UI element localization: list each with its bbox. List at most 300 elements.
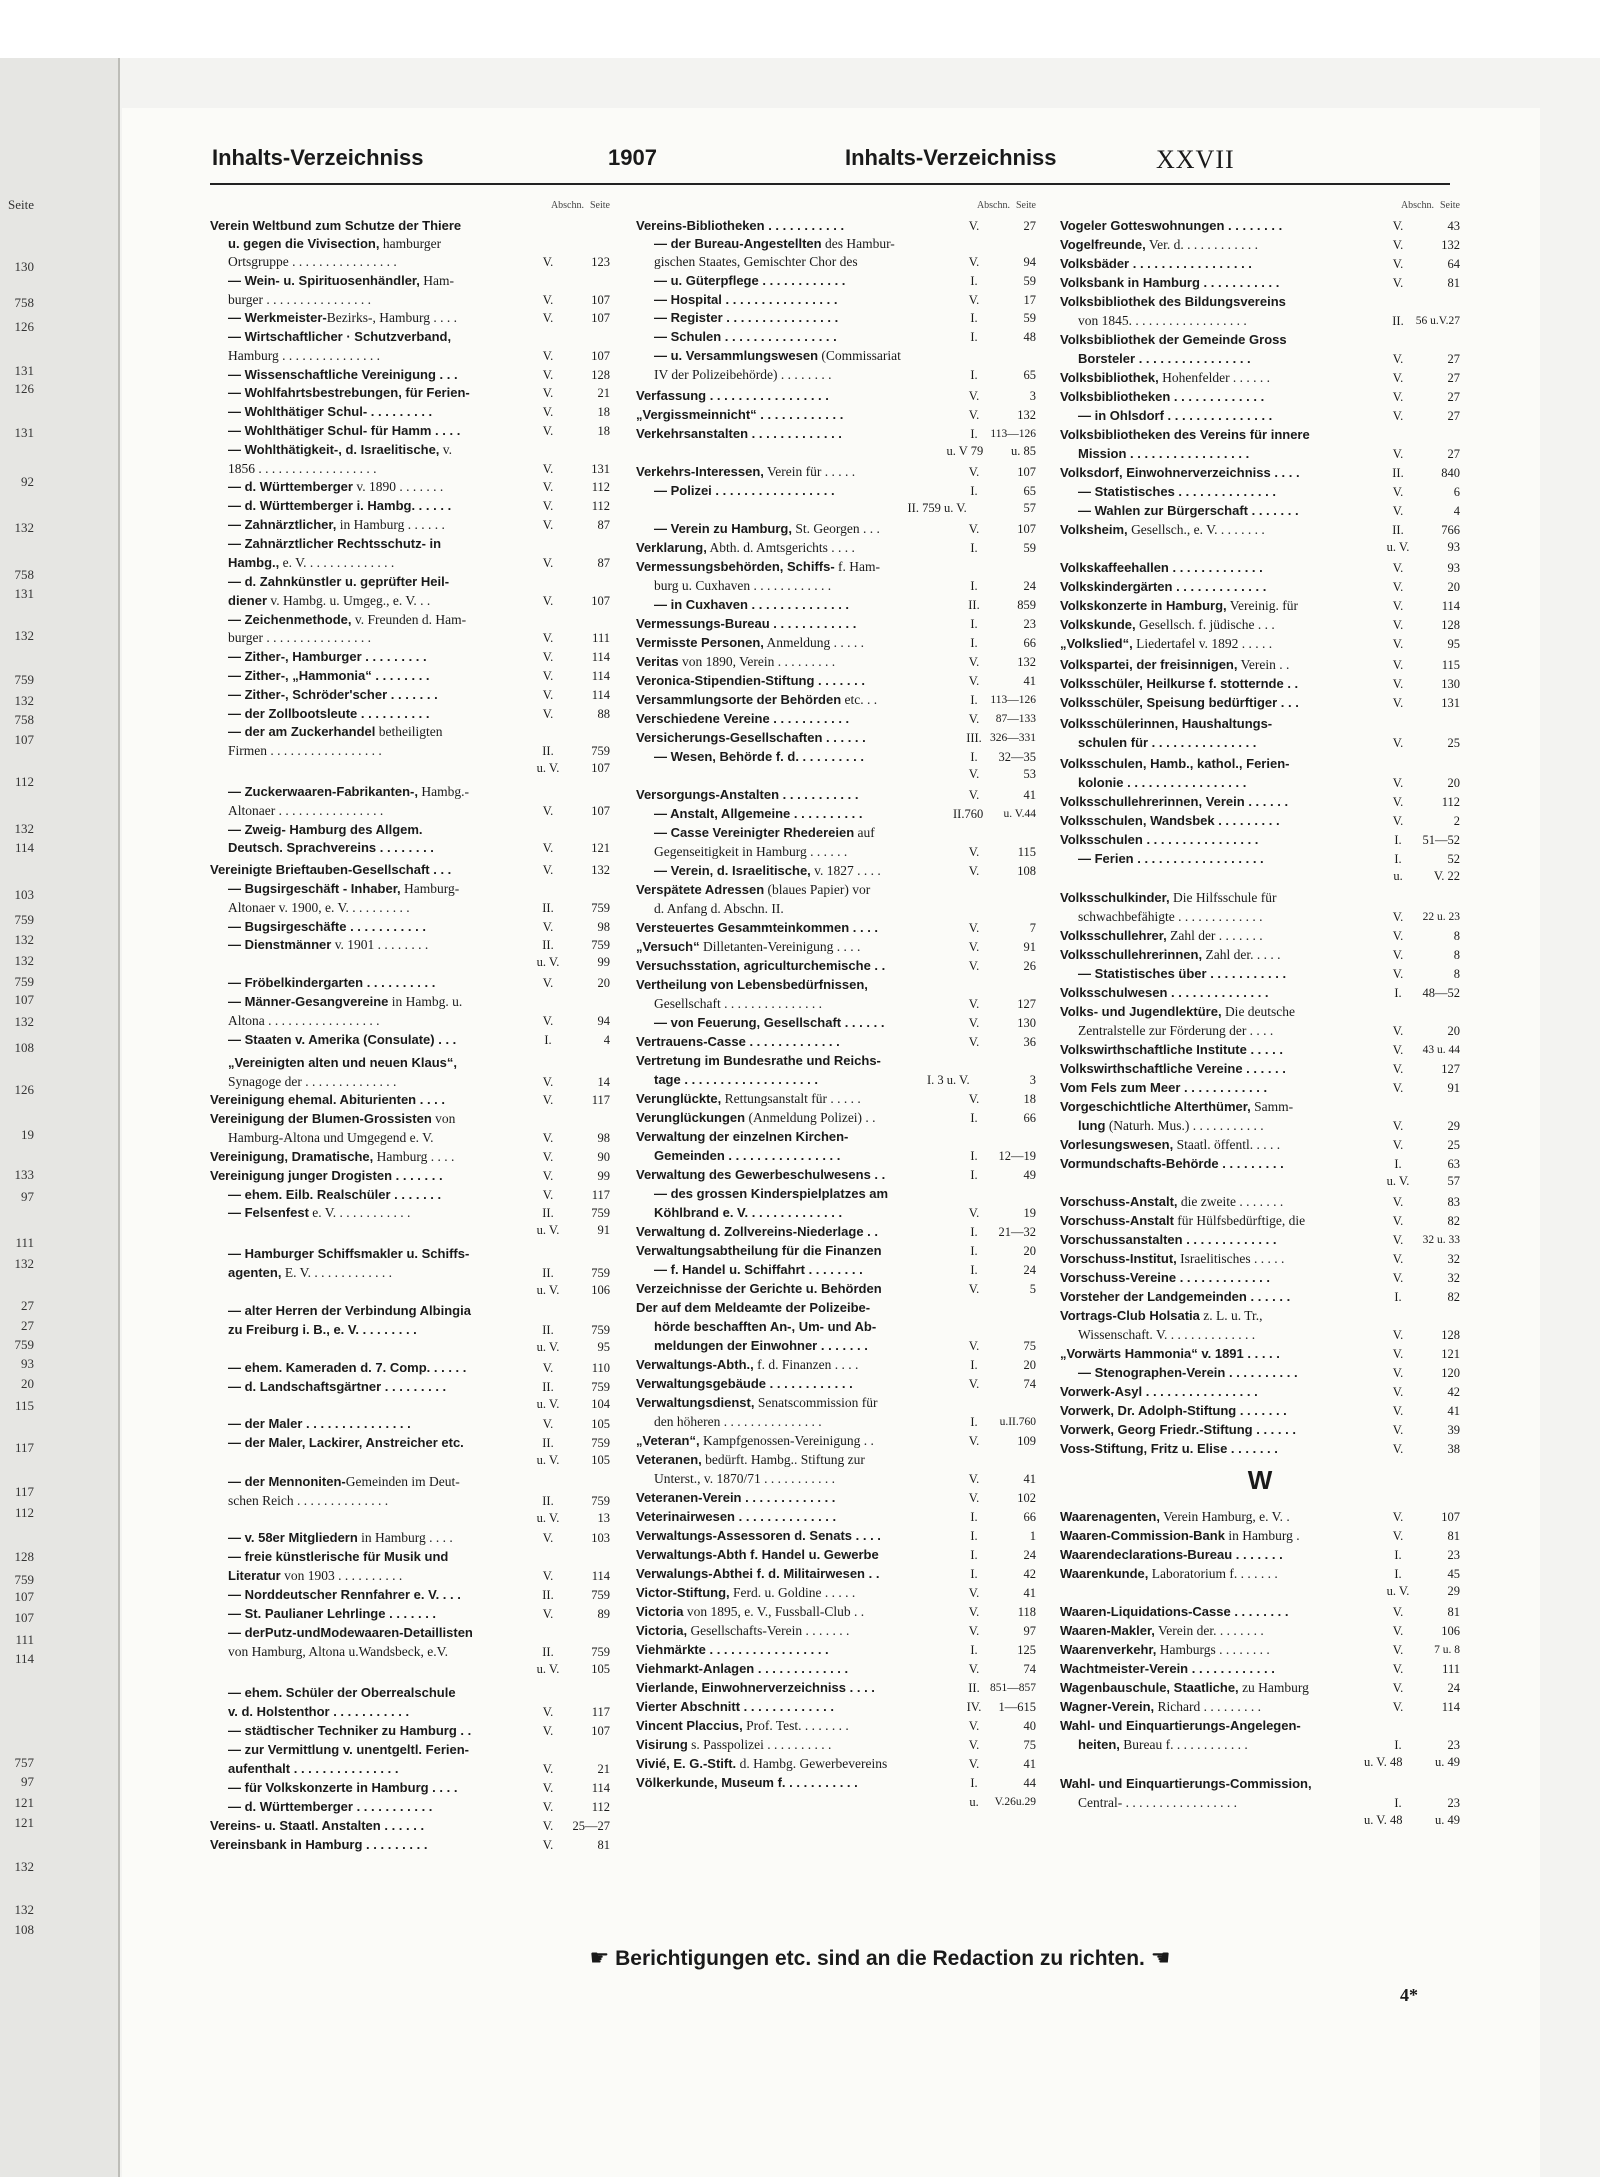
entry-page: 24 — [1023, 1263, 1036, 1277]
entry-section: V. — [1392, 1385, 1404, 1399]
entry-title — [636, 1298, 870, 1318]
entry-title — [228, 327, 451, 347]
entry-section: I. — [970, 311, 978, 325]
entry-keyword: Veterinairwesen . . . . . . . . . . . . . . — [636, 1509, 837, 1524]
column-header: Abschn. Seite — [976, 200, 1036, 211]
entry-title — [636, 538, 855, 558]
entry-page: 41 — [1023, 788, 1036, 802]
index-entry — [210, 271, 610, 291]
index-entry — [210, 1358, 610, 1378]
index-entry — [210, 952, 610, 972]
index-entry — [636, 1032, 1036, 1052]
entry-title — [1078, 444, 1249, 464]
entry-page: 66 — [1023, 1111, 1036, 1125]
entry-title — [228, 1414, 411, 1434]
entry-detail: Ferd. u. Goldine . . . . . — [729, 1585, 856, 1600]
entry-keyword: — Bugsirgeschäft - Inhaber, — [228, 881, 401, 896]
entry-keyword: — Wesen, Behörde f. d. . . . . . . . . . — [654, 749, 864, 764]
index-entry — [210, 1301, 610, 1321]
entry-page: 64 — [1447, 257, 1460, 271]
entry-detail: Bezirks-, Hamburg . . . . — [326, 310, 457, 325]
entry-page: 81 — [1447, 1529, 1460, 1543]
entry-page: 93 — [1447, 561, 1460, 575]
index-entry — [636, 1260, 1036, 1280]
entry-keyword: — Zither-, „Hammonia“ . . . . . . . . — [228, 668, 430, 683]
entry-page: 123 — [591, 255, 610, 269]
entry-title — [654, 1146, 840, 1166]
previous-page-number: 112 — [14, 774, 34, 789]
entry-section: u. V. — [536, 1453, 560, 1467]
entry-section: V. — [542, 424, 554, 438]
entry-keyword: Wagner-Verein, — [1060, 1699, 1155, 1714]
index-entry — [1060, 1002, 1460, 1022]
previous-page-number: 132 — [14, 1256, 34, 1271]
entry-title — [636, 1051, 881, 1071]
entry-detail: Verein . . — [1237, 657, 1290, 672]
index-entry — [636, 462, 1036, 482]
index-entry — [636, 1431, 1036, 1451]
index-entry — [210, 477, 610, 497]
entry-title — [1060, 1659, 1275, 1679]
entry-section: V. — [1392, 447, 1404, 461]
entry-page: 52 — [1447, 852, 1460, 866]
entry-section: V. — [1392, 409, 1404, 423]
index-entry — [1060, 1545, 1460, 1565]
entry-section: V. — [1392, 599, 1404, 613]
index-entry — [210, 1816, 610, 1836]
entry-keyword: — Stenographen-Verein . . . . . . . . . . — [1078, 1365, 1298, 1380]
entry-keyword: Hamburg . . . . . . . . . . . . . . . — [228, 348, 380, 363]
entry-page: 132 — [591, 863, 610, 877]
index-entry — [636, 290, 1036, 310]
entry-section: V. — [1392, 658, 1404, 672]
entry-title — [1060, 830, 1258, 850]
index-entry — [1060, 1249, 1460, 1269]
entry-title — [228, 421, 460, 441]
previous-page-number: 759 — [14, 672, 34, 687]
entry-title — [228, 973, 435, 993]
entry-title — [654, 1203, 842, 1223]
entry-section: V. — [1392, 1062, 1404, 1076]
entry-title — [1060, 1135, 1280, 1155]
entry-keyword: Vorschuss-Anstalt — [1060, 1213, 1174, 1228]
entry-keyword: Victoria, — [636, 1623, 688, 1638]
entry-page: 98 — [597, 1131, 610, 1145]
index-entry — [210, 1185, 610, 1205]
entry-section: V. — [1392, 276, 1404, 290]
entry-keyword: Volks- und Jugendlektüre, — [1060, 1004, 1222, 1019]
entry-section: V. — [1392, 696, 1404, 710]
entry-page: 105 — [591, 1453, 610, 1467]
index-entry — [210, 421, 610, 441]
entry-title — [654, 1260, 863, 1280]
entry-page: 112 — [591, 1800, 610, 1814]
entry-detail: v. Freunden d. Ham- — [351, 612, 467, 627]
index-entry — [1060, 693, 1460, 713]
entry-detail: f. d. Finanzen . . . . — [753, 1357, 859, 1372]
entry-page: 87 — [597, 518, 610, 532]
entry-detail: (Commissariat — [818, 348, 901, 363]
entry-section: I. — [970, 1149, 978, 1163]
entry-keyword: Volksbibliothek, — [1060, 370, 1159, 385]
entry-detail: d. Hambg. Gewerbevereins — [736, 1756, 888, 1771]
index-entry — [636, 1773, 1036, 1793]
entry-title — [636, 937, 860, 957]
index-entry — [636, 1241, 1036, 1261]
entry-title — [636, 1108, 876, 1128]
entry-page: 128 — [1441, 1328, 1460, 1342]
entry-keyword: gischen Staates, Gemischter Chor des — [654, 254, 858, 269]
entry-title — [654, 823, 875, 843]
entry-keyword: — Werkmeister- — [228, 310, 327, 325]
entry-keyword: Volksschullehrerinnen, Verein . . . . . . — [1060, 794, 1289, 809]
index-entry — [1060, 773, 1460, 793]
entry-detail: betheiligten — [375, 724, 443, 739]
entry-title — [228, 1244, 469, 1264]
entry-page: 4 — [1453, 504, 1460, 518]
entry-page: 110 — [591, 1361, 610, 1375]
entry-page: 132 — [1017, 655, 1036, 669]
index-entry — [636, 1298, 1036, 1318]
entry-keyword: — Wohlthätiger Schul- für Hamm . . . . — [228, 423, 461, 438]
entry-detail: Gesellsch. f. jüdische . . . — [1135, 617, 1275, 632]
entry-keyword: Volksbibliotheken . . . . . . . . . . . . . — [1060, 389, 1265, 404]
entry-title — [1060, 754, 1289, 774]
entry-detail: Hohenfelder . . . . . . — [1158, 370, 1271, 385]
entry-page: 57 — [1023, 501, 1036, 515]
entry-keyword: Vertheilung von Lebensbedürfnissen, — [636, 977, 868, 992]
entry-page: 114 — [591, 688, 610, 702]
entry-title — [654, 1317, 876, 1337]
entry-page: 98 — [597, 920, 610, 934]
entry-title — [1060, 463, 1300, 483]
previous-page-number: 111 — [15, 1235, 34, 1250]
entry-keyword: Veteranen, — [636, 1452, 702, 1467]
entry-keyword: Vogeler Gotteswohnungen . . . . . . . . — [1060, 218, 1283, 233]
entry-page: 759 — [591, 1588, 610, 1602]
entry-keyword: — Zahnärztlicher Rechtsschutz- in — [228, 536, 442, 551]
entry-page: 23 — [1447, 1738, 1460, 1752]
entry-title — [1078, 1325, 1255, 1345]
entry-title — [1060, 655, 1289, 675]
entry-section: V. — [1392, 1700, 1404, 1714]
index-entry — [636, 1393, 1036, 1413]
entry-keyword: Waarenagenten, — [1060, 1509, 1160, 1524]
index-entry — [636, 899, 1036, 919]
index-entry — [210, 1721, 610, 1741]
entry-page: 759 — [591, 744, 610, 758]
entry-page: 24 — [1023, 579, 1036, 593]
index-entry — [636, 216, 1036, 236]
entry-section: V. — [968, 1605, 980, 1619]
entry-title — [228, 1683, 456, 1703]
entry-section: V. — [968, 921, 980, 935]
entry-title — [636, 633, 864, 653]
entry-page: 132 — [1017, 408, 1036, 422]
entry-keyword: Zentralstelle zur Förderung der . . . . — [1078, 1023, 1274, 1038]
index-entry — [210, 1683, 610, 1703]
previous-page-number: 759 — [14, 912, 34, 927]
previous-page-number: 115 — [14, 1398, 34, 1413]
entry-page: 74 — [1023, 1377, 1036, 1391]
entry-title — [654, 1336, 868, 1356]
index-entry — [1060, 558, 1460, 578]
entry-page: 97 — [1023, 1624, 1036, 1638]
entry-title — [228, 1030, 456, 1050]
entry-page: 36 — [1023, 1035, 1036, 1049]
index-entry — [1060, 425, 1460, 445]
entry-section: V. — [968, 845, 980, 859]
entry-title — [1060, 1344, 1280, 1364]
entry-keyword: Volksbibliothek des Bildungsvereins — [1060, 294, 1286, 309]
entry-section: V. — [542, 556, 554, 570]
entry-title — [636, 1488, 835, 1508]
entry-title — [1060, 945, 1280, 965]
entry-keyword: — Register . . . . . . . . . . . . . . . . — [654, 310, 839, 325]
entry-title — [228, 1585, 461, 1605]
entry-title — [1060, 983, 1269, 1003]
entry-section: V. — [1392, 1404, 1404, 1418]
index-entry — [210, 628, 610, 648]
entry-page: 112 — [1441, 795, 1460, 809]
entry-keyword: Volkskindergärten . . . . . . . . . . . . . — [1060, 579, 1267, 594]
entry-section: II. — [542, 1436, 554, 1450]
entry-section: I. — [970, 617, 978, 631]
previous-page-number: Seite — [8, 197, 34, 212]
entry-page: 112 — [591, 499, 610, 513]
entry-section: I. — [970, 750, 978, 764]
index-entry — [636, 346, 1036, 366]
index-entry — [1060, 1621, 1460, 1641]
index-entry — [1060, 1659, 1460, 1679]
entry-detail: von — [431, 1111, 456, 1126]
entry-detail: Abth. d. Amtsgerichts . . . . — [706, 540, 855, 555]
index-entry — [1060, 311, 1460, 331]
entry-title — [1060, 615, 1275, 635]
entry-page: 32 — [1447, 1271, 1460, 1285]
entry-section: V. — [968, 1339, 980, 1353]
entry-keyword: Victoria — [636, 1604, 684, 1619]
entry-keyword: — d. Landschaftsgärtner . . . . . . . . . — [228, 1379, 447, 1394]
previous-page-number: 27 — [21, 1298, 34, 1313]
entry-page: 95 — [597, 1340, 610, 1354]
entry-page: 111 — [592, 631, 610, 645]
index-entry — [636, 1013, 1036, 1033]
entry-section: V. — [542, 1361, 554, 1375]
entry-title — [1078, 406, 1272, 426]
entry-title — [654, 861, 881, 881]
entry-section: V. — [968, 1491, 980, 1505]
index-entry — [636, 1488, 1036, 1508]
entry-title — [228, 346, 380, 366]
entry-section: V. — [1392, 1529, 1404, 1543]
entry-keyword: — Norddeutscher Rennfahrer e. V. . . . — [228, 1587, 461, 1602]
index-entry — [1060, 1507, 1460, 1527]
index-entry — [1060, 754, 1460, 774]
entry-keyword: Volksschullehrer, — [1060, 928, 1167, 943]
entry-keyword: — Fröbelkindergarten . . . . . . . . . . — [228, 975, 436, 990]
entry-keyword: — d. Württemberger i. Hambg. . . . . . — [228, 498, 452, 513]
entry-detail: etc. . . — [841, 692, 878, 707]
entry-section: II. — [542, 1323, 554, 1337]
entry-section: V. — [1392, 1043, 1404, 1057]
entry-keyword: Veronica-Stipendien-Stiftung . . . . . . . — [636, 673, 865, 688]
entry-keyword: Wahl- und Einquartierungs-Angelegen- — [1060, 1718, 1301, 1733]
entry-keyword: Vorgeschichtliche Alterthümer, — [1060, 1099, 1251, 1114]
entry-title — [228, 1528, 453, 1548]
entry-keyword: — Statistisches . . . . . . . . . . . . . . — [1078, 484, 1276, 499]
index-entry — [636, 633, 1036, 653]
entry-detail: Dilletanten-Vereinigung . . . . — [699, 939, 861, 954]
entry-detail: E. V. . . . . . . . . . . . . — [281, 1265, 392, 1280]
entry-page: 107 — [591, 311, 610, 325]
entry-title — [654, 899, 784, 919]
index-entry — [1060, 1078, 1460, 1098]
entry-section: II. — [968, 598, 980, 612]
entry-title — [228, 553, 394, 573]
entry-detail: Zahl der . . . . . . . — [1166, 928, 1263, 943]
entry-title — [1060, 1382, 1258, 1402]
index-entry — [210, 758, 610, 778]
entry-page: 23 — [1447, 1796, 1460, 1810]
entry-keyword: Wachtmeister-Verein . . . . . . . . . . . . — [1060, 1661, 1275, 1676]
entry-keyword: Vorwerk, Georg Friedr.-Stiftung . . . . . . — [1060, 1422, 1296, 1437]
index-entry — [210, 553, 610, 573]
entry-title — [210, 1166, 443, 1186]
entry-keyword: Waarenkunde, — [1060, 1566, 1149, 1581]
index-entry — [636, 365, 1036, 385]
previous-page-number: 126 — [14, 381, 34, 396]
entry-keyword: kolonie . . . . . . . . . . . . . . . . . — [1078, 775, 1247, 790]
entry-title — [228, 647, 427, 667]
entry-title — [228, 1053, 457, 1073]
entry-page: 27 — [1447, 390, 1460, 404]
entry-title — [228, 383, 470, 403]
index-entry — [636, 1621, 1036, 1641]
index-entry — [210, 1585, 610, 1605]
entry-page: 87—133 — [995, 713, 1036, 725]
previous-page-number: 758 — [14, 712, 34, 727]
index-entry — [210, 1547, 610, 1567]
entry-title — [636, 614, 856, 634]
entry-title — [228, 666, 430, 686]
previous-page-number: 112 — [14, 1505, 34, 1520]
entry-keyword: Wahl- und Einquartierungs-Commission, — [1060, 1776, 1312, 1791]
entry-detail: Liedertafel v. 1892 . . . . . — [1132, 636, 1273, 651]
entry-title — [1060, 1602, 1289, 1622]
index-entry — [210, 1244, 610, 1264]
section-letter: W — [1247, 1465, 1273, 1495]
entry-section: V. — [1392, 1214, 1404, 1228]
entry-title — [228, 1547, 448, 1567]
entry-title — [228, 1740, 469, 1760]
entry-keyword: Vom Fels zum Meer . . . . . . . . . . . . — [1060, 1080, 1268, 1095]
entry-page: 128 — [591, 368, 610, 382]
entry-title — [636, 1032, 840, 1052]
entry-title — [228, 610, 466, 630]
entry-title — [1060, 254, 1252, 274]
entry-detail: zu Hamburg — [1238, 1680, 1309, 1695]
index-entry — [210, 1472, 610, 1492]
entry-keyword: Vorschuss-Vereine . . . . . . . . . . . . . — [1060, 1270, 1270, 1285]
index-entry — [210, 666, 610, 686]
entry-detail: Israelitisches . . . . . — [1176, 1251, 1285, 1266]
entry-page: 17 — [1023, 293, 1036, 307]
index-entry — [636, 1070, 1036, 1090]
entry-title — [636, 1526, 881, 1546]
entry-keyword: — Zither-, Hamburger . . . . . . . . . — [228, 649, 427, 664]
entry-keyword: — Verein, d. Israelitische, — [654, 863, 811, 878]
previous-page-number: 108 — [14, 1040, 34, 1055]
entry-title — [1060, 330, 1287, 350]
entry-page: 51—52 — [1422, 833, 1460, 847]
entry-keyword: v. d. Holstenthor . . . . . . . . . . . — [228, 1704, 410, 1719]
entry-page: 115 — [1441, 658, 1460, 672]
entry-keyword: Verzeichnisse der Gerichte u. Behörden — [636, 1281, 882, 1296]
entry-keyword: — Wohlfahrtsbestrebungen, für Ferien- — [228, 385, 470, 400]
entry-keyword: Verwaltung d. Zollvereins-Niederlage . . — [636, 1224, 879, 1239]
index-entry — [636, 405, 1036, 425]
entry-title — [636, 918, 878, 938]
entry-page: 107 — [591, 349, 610, 363]
entry-title — [1060, 1716, 1301, 1736]
entry-page: 59 — [1023, 541, 1036, 555]
index-entry — [636, 1469, 1036, 1489]
index-entry — [1060, 1716, 1460, 1736]
entry-page: 20 — [1447, 580, 1460, 594]
header-rule — [210, 183, 1450, 185]
entry-page: 8 — [1453, 948, 1460, 962]
index-entry — [1060, 792, 1460, 812]
entry-keyword: Deutsch. Sprachvereins . . . . . . . . — [228, 840, 434, 855]
entry-title — [1060, 888, 1276, 908]
entry-section: V. — [542, 1705, 554, 1719]
entry-section: V. — [1392, 352, 1404, 366]
entry-page: 759 — [591, 1266, 610, 1280]
entry-section: V. — [1392, 580, 1404, 594]
entry-title — [1060, 811, 1280, 831]
entry-keyword: Viehmärkte . . . . . . . . . . . . . . . . . — [636, 1642, 829, 1657]
entry-detail: v. — [439, 442, 453, 457]
entry-title — [1060, 1439, 1278, 1459]
index-entry — [210, 722, 610, 742]
entry-title — [228, 917, 426, 937]
index-entry — [1060, 634, 1460, 654]
entry-section: V. — [542, 976, 554, 990]
entry-section: V. — [968, 1472, 980, 1486]
entry-section: V. — [1392, 257, 1404, 271]
index-entry — [1060, 655, 1460, 675]
entry-keyword: — in Cuxhaven . . . . . . . . . . . . . . — [654, 597, 850, 612]
index-entry — [210, 290, 610, 310]
entry-section: I. — [970, 1643, 978, 1657]
entry-section: I. — [970, 1225, 978, 1239]
entry-page: 20 — [1447, 1024, 1460, 1038]
index-entry — [636, 1412, 1036, 1432]
entry-page: 93 — [1447, 540, 1460, 554]
signature-mark: 4* — [1400, 1985, 1418, 2005]
entry-title — [636, 1393, 877, 1413]
entry-title — [1060, 1507, 1290, 1527]
previous-page-number: 103 — [14, 887, 34, 902]
index-entry — [1060, 349, 1460, 369]
entry-keyword: Vereinsbank in Hamburg . . . . . . . . . — [210, 1837, 428, 1852]
entry-keyword: Waarenverkehr, — [1060, 1642, 1157, 1657]
entry-page: 759 — [591, 938, 610, 952]
index-entry — [636, 327, 1036, 347]
entry-title — [654, 365, 831, 385]
entry-page: 106 — [1441, 1624, 1460, 1638]
